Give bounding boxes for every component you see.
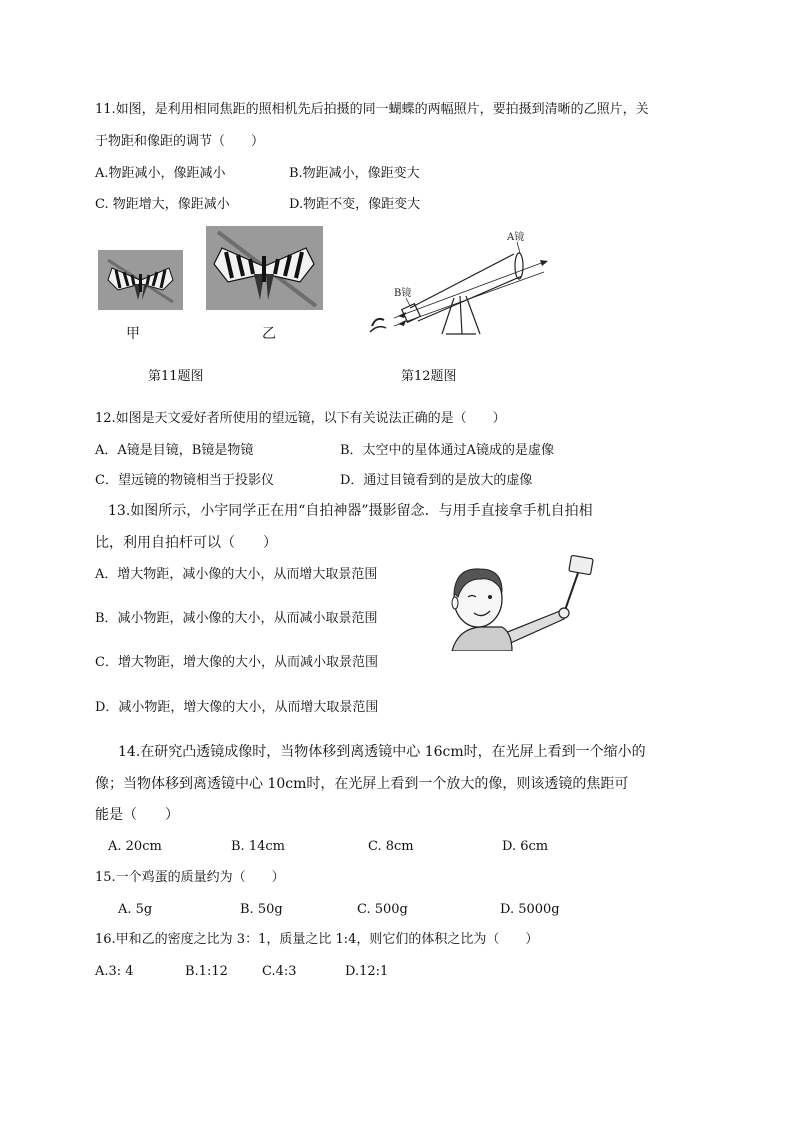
q14-option-b: B. 14cm (231, 839, 285, 854)
q11-option-b: B.物距减小，像距变大 (289, 166, 420, 181)
q14-option-a: A. 20cm (108, 839, 162, 854)
q16-option-d: D.12:1 (345, 964, 389, 979)
q11-stem-line2: 于物距和像距的调节（ ） (95, 134, 265, 149)
q15-stem: 15.一个鸡蛋的质量约为（ ） (95, 870, 285, 885)
q11-stem-line1: 11.如图，是利用相同焦距的照相机先后拍摄的同一蝴蝶的两幅照片，要拍摄到清晰的乙照片，关 (95, 102, 649, 117)
label-b-lens: B镜 (394, 288, 412, 299)
fig11-caption: 第11题图 (148, 369, 204, 384)
label-a-lens: A镜 (507, 232, 525, 243)
q15-option-a: A. 5g (118, 902, 153, 917)
q13-option-a: A．增大物距，减小像的大小，从而增大取景范围 (95, 567, 378, 582)
q14-stem-line1: 14.在研究凸透镜成像时，当物体移到离透镜中心 16cm时，在光屏上看到一个缩小的 (118, 744, 646, 760)
q12-stem: 12.如图是天文爱好者所使用的望远镜，以下有关说法正确的是（ ） (95, 411, 506, 426)
q13-stem-line1: 13.如图所示，小宇同学正在用“自拍神器”摄影留念．与用手直接拿手机自拍相 (108, 503, 593, 519)
q11-option-a: A.物距减小，像距减小 (95, 166, 226, 181)
label-yi: 乙 (262, 326, 276, 342)
q14-option-d: D. 6cm (502, 839, 549, 854)
q15-option-b: B. 50g (240, 902, 283, 917)
q14-option-c: C. 8cm (368, 839, 414, 854)
q15-option-d: D. 5000g (500, 902, 560, 917)
q16-option-a: A.3: 4 (95, 964, 134, 979)
q16-stem: 16.甲和乙的密度之比为 3：1，质量之比 1:4，则它们的体积之比为（ ） (95, 932, 539, 947)
q12-option-b: B．太空中的星体通过A镜成的是虚像 (340, 443, 554, 458)
q11-option-d: D.物距不变，像距变大 (289, 197, 421, 212)
q13-stem-line2: 比，利用自拍杆可以（ ） (95, 535, 277, 551)
q12-option-c: C．望远镜的物镜相当于投影仪 (95, 473, 274, 488)
telescope-diagram (362, 226, 562, 338)
butterfly-photo-jia (98, 250, 183, 310)
q11-option-c: C. 物距增大，像距减小 (95, 197, 230, 212)
q16-option-b: B.1:12 (185, 964, 228, 979)
selfie-boy-illustration (440, 555, 600, 651)
q15-option-c: C. 500g (357, 902, 408, 917)
butterfly-photo-yi (206, 226, 323, 310)
q14-stem-line2: 像；当物体移到离透镜中心 10cm时，在光屏上看到一个放大的像，则该透镜的焦距可 (95, 776, 629, 792)
q13-option-b: B．减小物距，减小像的大小，从而减小取景范围 (95, 611, 378, 626)
q12-option-d: D．通过目镜看到的是放大的虚像 (340, 473, 533, 488)
q14-stem-line3: 能是（ ） (95, 807, 179, 823)
q13-option-d: D．减小物距，增大像的大小，从而增大取景范围 (95, 700, 379, 715)
q13-option-c: C．增大物距，增大像的大小，从而减小取景范围 (95, 655, 378, 670)
fig12-caption: 第12题图 (401, 369, 457, 384)
q12-option-a: A．A镜是目镜，B镜是物镜 (95, 443, 254, 458)
label-jia: 甲 (126, 326, 140, 342)
q16-option-c: C.4:3 (262, 964, 297, 979)
